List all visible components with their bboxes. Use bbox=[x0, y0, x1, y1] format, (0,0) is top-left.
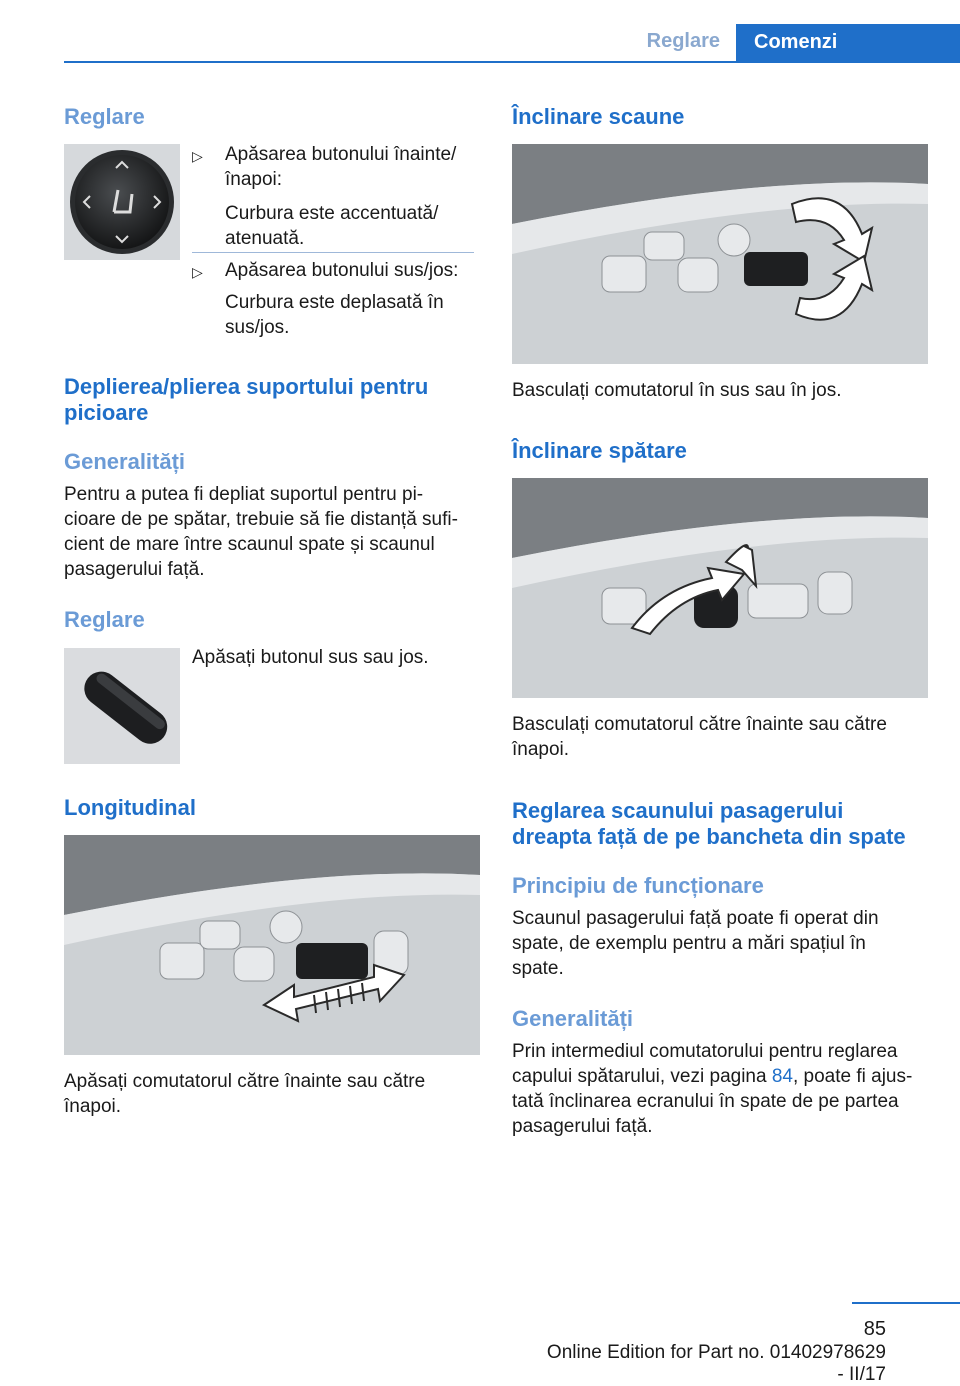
bullet-1-desc: Curbura este accentuată/ bbox=[225, 203, 439, 224]
bullet-2-desc-cont: sus/jos. bbox=[225, 317, 290, 338]
seat-tilt-photo bbox=[512, 144, 928, 364]
bullet-1-title-cont: înapoi: bbox=[225, 169, 283, 190]
reglare-heading: Reglare bbox=[64, 104, 145, 129]
bullet-icon: ▷ bbox=[192, 264, 203, 280]
backrest-tilt-photo bbox=[512, 478, 928, 698]
lumbar-knob-icon bbox=[64, 144, 180, 260]
principle-line-2: spate, de exemplu pentru a mări spațiul în bbox=[512, 933, 866, 954]
seat-tilt-text: Basculați comutatorul în sus sau în jos. bbox=[512, 380, 842, 401]
page-number: 85 bbox=[863, 1318, 886, 1340]
passenger-general-line-2-pre: capului spătarului, vezi pagina bbox=[512, 1066, 772, 1087]
footrest-general-line-1: Pentru a putea fi depliat suportul pentru pi‐ bbox=[64, 484, 424, 505]
footrest-reglare-text: Apăsați butonul sus sau jos. bbox=[192, 647, 429, 668]
bullet-icon: ▷ bbox=[192, 148, 203, 164]
principle-line-3: spate. bbox=[512, 958, 564, 979]
longitudinal-text-line-2: înapoi. bbox=[64, 1096, 122, 1117]
passenger-seat-heading-line-2: dreapta față de pe bancheta din spate bbox=[512, 824, 906, 849]
longitudinal-text-line-1: Apăsați comutatorul către înainte sau către bbox=[64, 1071, 426, 1092]
principle-heading: Principiu de funcționare bbox=[512, 873, 764, 898]
bullet-1-title: Apăsarea butonului înainte/ bbox=[225, 144, 457, 165]
footrest-general-line-4: pasagerului față. bbox=[64, 559, 205, 580]
bullet-2-title: Apăsarea butonului sus/jos: bbox=[225, 260, 459, 281]
passenger-general-line-2-post: , poate fi ajus‐ bbox=[792, 1066, 913, 1087]
footrest-general-heading: Generalități bbox=[64, 449, 186, 474]
seat-switch-backrest-icon bbox=[512, 478, 928, 698]
passenger-general-line-1: Prin intermediul comutatorului pentru reglarea bbox=[512, 1041, 898, 1062]
backrest-tilt-heading: Înclinare spătare bbox=[512, 438, 687, 463]
footrest-general-line-2: cioare de pe spătar, trebuie să fie distanță sufi‐ bbox=[64, 509, 458, 530]
passenger-general-line-2 bbox=[512, 1064, 912, 1089]
edition-label: Online Edition for Part no. 01402978629 - II/17 bbox=[546, 1342, 886, 1385]
passenger-general-line-3: tată înclinarea ecranului în spate de pe partea bbox=[512, 1091, 899, 1112]
header-section-label: Reglare bbox=[646, 30, 720, 52]
passenger-general-line-4: pasagerului față. bbox=[512, 1116, 653, 1137]
footrest-heading-line-1: Deplierea/plierea suportului pentru bbox=[64, 374, 429, 399]
longitudinal-photo bbox=[64, 835, 480, 1055]
longitudinal-heading: Longitudinal bbox=[64, 795, 196, 820]
bullet-1-desc-cont: atenuată. bbox=[225, 228, 305, 249]
footrest-heading-line-2: picioare bbox=[64, 400, 149, 425]
passenger-general-heading: Generalități bbox=[512, 1006, 634, 1031]
seat-tilt-heading: Înclinare scaune bbox=[512, 104, 685, 129]
bullet-2-desc: Curbura este deplasată în bbox=[225, 292, 444, 313]
footrest-button-icon bbox=[64, 648, 180, 764]
header-rule bbox=[64, 61, 960, 63]
seat-switch-longitudinal-icon bbox=[64, 835, 480, 1055]
footrest-button-photo bbox=[64, 648, 180, 764]
backrest-tilt-text-line-2: înapoi. bbox=[512, 739, 570, 760]
header-tab-label: Comenzi bbox=[754, 31, 838, 53]
principle-line-1: Scaunul pasagerului față poate fi operat din bbox=[512, 908, 879, 929]
page-84-link[interactable]: 84 bbox=[771, 1066, 793, 1087]
lumbar-control-photo bbox=[64, 144, 180, 260]
bullet-divider bbox=[192, 252, 474, 253]
footrest-general-line-3: cient de mare între scaunul spate și scaunul bbox=[64, 534, 435, 555]
seat-switch-tilt-icon bbox=[512, 144, 928, 364]
backrest-tilt-text-line-1: Basculați comutatorul către înainte sau către bbox=[512, 714, 887, 735]
footrest-reglare-heading: Reglare bbox=[64, 607, 145, 632]
passenger-seat-heading-line-1: Reglarea scaunului pasagerului bbox=[512, 798, 844, 823]
footer-rule bbox=[852, 1302, 960, 1304]
